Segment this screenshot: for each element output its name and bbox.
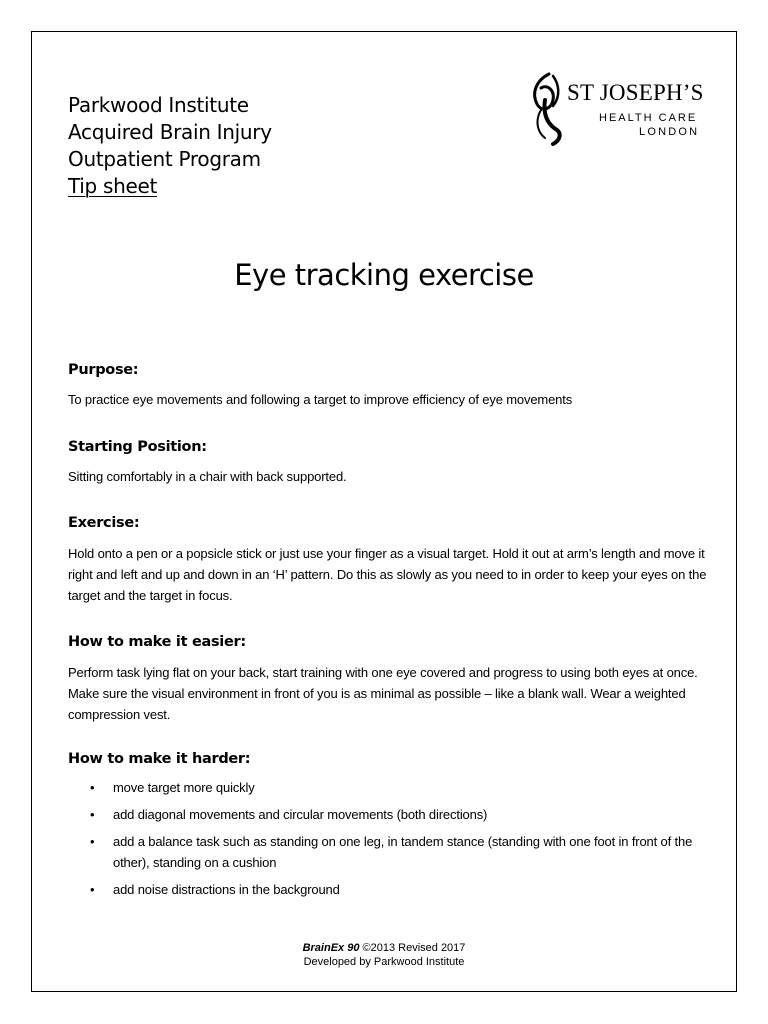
bullet-icon: • <box>90 780 95 795</box>
starting-position-text: Sitting comfortably in a chair with back supported. <box>68 469 347 484</box>
leaf-icon <box>527 70 567 150</box>
institute-name: Parkwood Institute <box>68 93 249 117</box>
list-item: • add noise distractions in the background <box>90 879 710 900</box>
program-header <box>68 92 272 200</box>
footer <box>0 941 768 969</box>
st-josephs-logo <box>527 70 712 150</box>
page-title: Eye tracking exercise <box>234 258 534 292</box>
purpose-text: To practice eye movements and following a target to improve efficiency of eye movements <box>68 392 573 407</box>
logo-subtitle: HEALTH CARE <box>599 112 698 124</box>
logo-city: LONDON <box>639 126 700 138</box>
footer-copyright <box>0 941 768 955</box>
list-item: • move target more quickly <box>90 777 710 798</box>
list-item: • add diagonal movements and circular movements (both directions) <box>90 804 710 825</box>
program-name: Acquired Brain Injury <box>68 120 272 144</box>
bullet-icon: • <box>90 882 95 897</box>
logo-wordmark: ST JOSEPH’S <box>567 80 704 105</box>
footer-developer: Developed by Parkwood Institute <box>303 956 465 968</box>
purpose-heading: Purpose: <box>68 362 139 378</box>
harder-list <box>90 777 710 906</box>
footer-brand: BrainEx 90 <box>302 942 360 954</box>
footer-copyright-text: ©2013 Revised 2017 <box>359 942 466 954</box>
easier-heading: How to make it easier: <box>68 634 246 650</box>
program-type: Outpatient Program <box>68 147 261 171</box>
list-item: • add a balance task such as standing on one leg, in tandem stance (standing with one foot in front of the other), standing on a cushion <box>90 831 710 873</box>
bullet-icon: • <box>90 807 95 822</box>
starting-position-heading: Starting Position: <box>68 439 207 455</box>
exercise-text: Hold onto a pen or a popsicle stick or just use your finger as a visual target. Hold it out at arm’s length and move it right and left and up and down in an ‘H’ pattern. Do this as slowly as you need to in order to keep your eyes on the target and the target in focus. <box>68 546 707 603</box>
harder-heading: How to make it harder: <box>68 751 251 767</box>
easier-text: Perform task lying flat on your back, start training with one eye covered and progress to using both eyes at once. Make sure the visual environment in front of you is as minimal as possible – like a blank wall. Wear a weighted compression vest. <box>68 665 698 722</box>
bullet-icon: • <box>90 834 95 849</box>
exercise-heading: Exercise: <box>68 515 140 531</box>
document-type: Tip sheet <box>68 174 158 198</box>
